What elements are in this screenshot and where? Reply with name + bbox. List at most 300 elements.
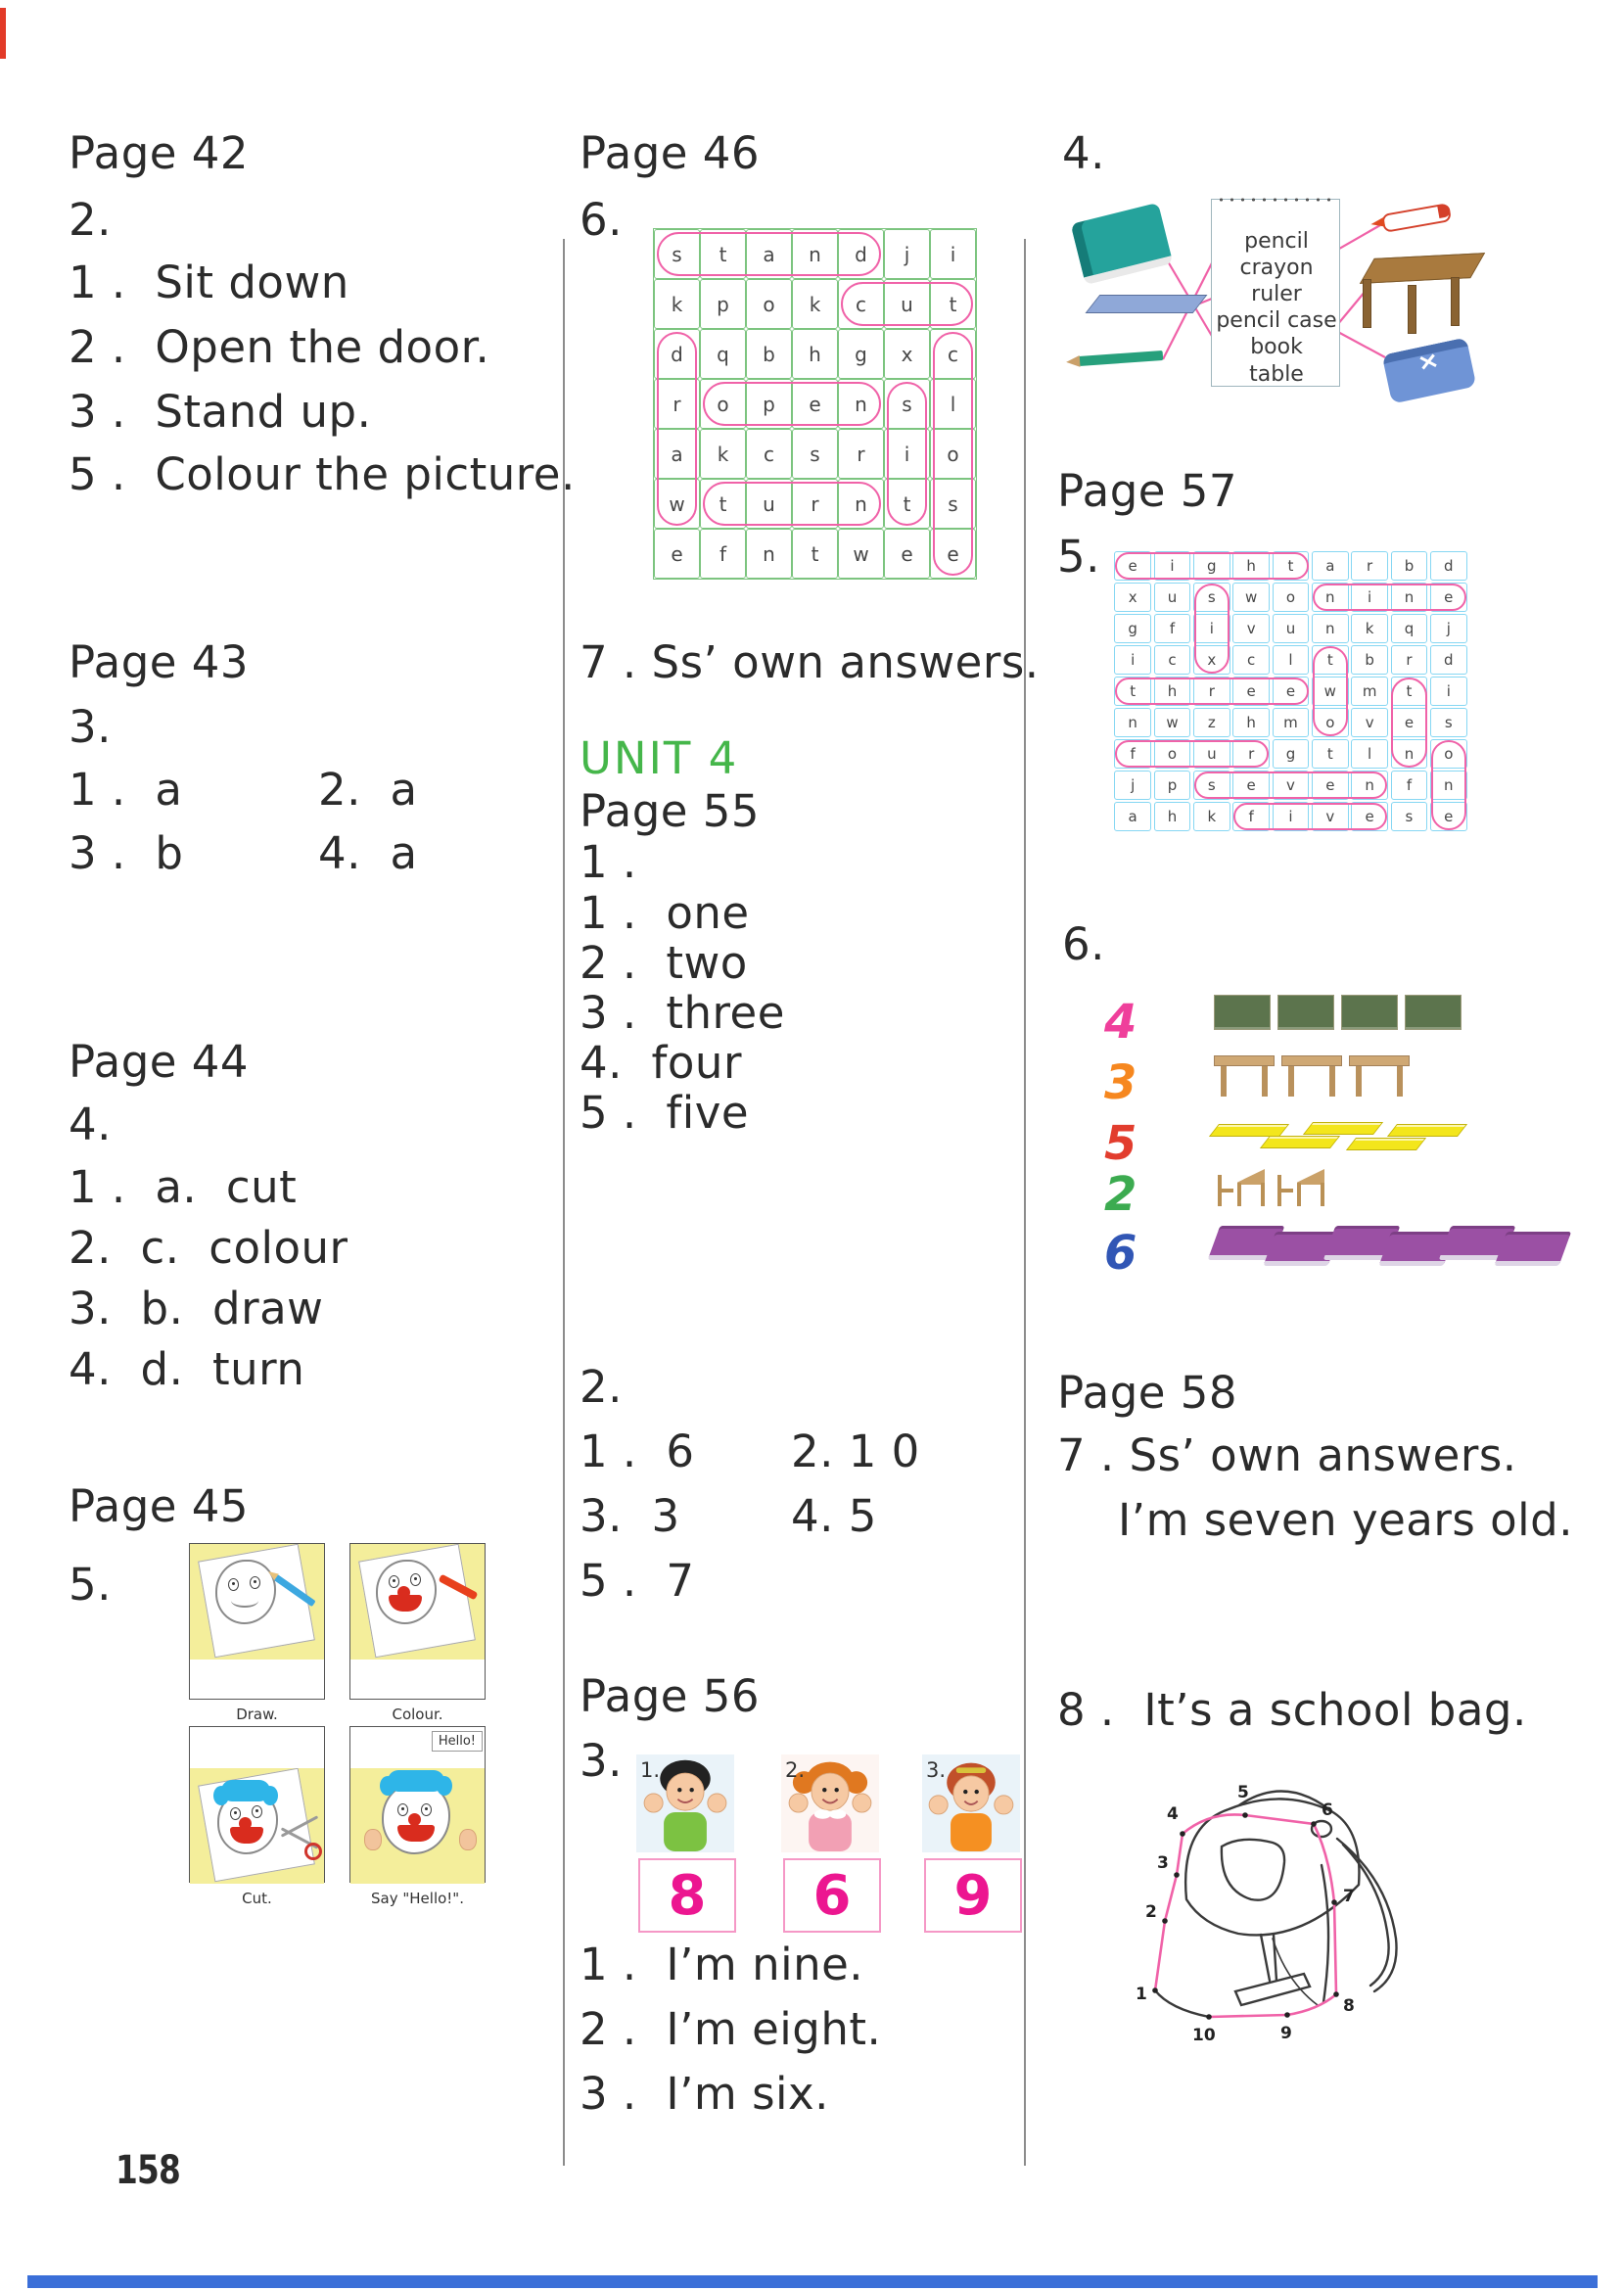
wordsearch-letter: t <box>1114 677 1151 706</box>
wordsearch-letter: o <box>1273 583 1310 612</box>
wordsearch-letter: a <box>654 429 700 479</box>
connect-dot <box>1242 1812 1248 1818</box>
hand-icon <box>364 1829 382 1850</box>
dot-label-1: 1 <box>1136 1985 1147 2004</box>
answer-box <box>924 1858 1022 1933</box>
wordsearch-letter: k <box>1193 802 1230 831</box>
wordsearch-letter: e <box>1273 677 1310 706</box>
wordsearch-letter: w <box>1232 583 1270 612</box>
wordsearch-page-46 <box>653 228 977 580</box>
wordsearch-letter: n <box>1430 771 1467 800</box>
wordsearch-letter: u <box>884 279 930 329</box>
clown-hair <box>388 1770 444 1792</box>
answer-line: 3 . b <box>69 827 184 879</box>
wordsearch-letter: l <box>1273 645 1310 675</box>
wordsearch-letter: e <box>1232 771 1270 800</box>
wordsearch-letter: s <box>1430 708 1467 737</box>
answer-line: 4. a <box>318 827 418 879</box>
clown-mouth <box>397 1825 435 1842</box>
wordsearch-letter: s <box>792 429 838 479</box>
chalkboard-icon <box>1214 995 1271 1030</box>
answer-line: 5 . 7 <box>580 1555 695 1607</box>
wordsearch-letter: t <box>700 479 746 529</box>
wordsearch-letter: t <box>1273 551 1310 581</box>
wordsearch-letter: t <box>792 529 838 579</box>
found-word-sit <box>887 382 927 526</box>
wordsearch-letter: e <box>1114 551 1151 581</box>
answer-line: 3 . Stand up. <box>69 386 372 438</box>
wordsearch-letter: b <box>1351 645 1388 675</box>
answer-line: 7 . Ss’ own answers. <box>1057 1429 1517 1481</box>
wordsearch-letter: e <box>654 529 700 579</box>
found-word-nine <box>1313 584 1466 611</box>
wordsearch-letter: k <box>700 429 746 479</box>
wordsearch-letter: k <box>654 279 700 329</box>
wordsearch-letter: d <box>1430 551 1467 581</box>
answer-line: 3 . I’m six. <box>580 2068 829 2120</box>
found-word-three <box>1115 678 1309 705</box>
wordsearch-letter: n <box>1312 614 1349 643</box>
clown-mouth <box>230 1827 263 1844</box>
answer-line: 3. b. draw <box>69 1283 324 1334</box>
wordsearch-letter: i <box>1114 645 1151 675</box>
craft-panels <box>189 1543 488 1930</box>
panel-say-hello <box>349 1726 486 1883</box>
found-word-turn <box>703 482 881 526</box>
panel-colour-picture <box>350 1544 485 1660</box>
page-55-heading: Page 55 <box>580 785 761 837</box>
wordsearch-letter: e <box>930 529 976 579</box>
wordsearch-letter: n <box>1312 583 1349 612</box>
wordsearch-letter: a <box>1114 802 1151 831</box>
wordsearch-letter: d <box>654 329 700 379</box>
wordsearch-letter: m <box>1351 677 1388 706</box>
wordsearch-letter: b <box>746 329 792 379</box>
count-objects-book <box>1214 1226 1567 1260</box>
wordsearch-letter: f <box>1154 614 1191 643</box>
ruler-icon <box>1086 295 1208 313</box>
page-46-item: 6. <box>580 194 623 246</box>
wordsearch-letter: m <box>1273 708 1310 737</box>
wordsearch-letter: t <box>700 229 746 279</box>
answer-line: 4. 5 <box>791 1490 877 1542</box>
clown-mask <box>382 1782 450 1854</box>
answer-line: 1 . one <box>580 887 750 939</box>
count-number-4: 4 <box>1104 995 1137 1050</box>
dot-label-7: 7 <box>1343 1887 1355 1906</box>
wordsearch-letter: n <box>792 229 838 279</box>
kid-label: 3. <box>926 1758 947 1782</box>
chalkboard-icon <box>1405 995 1462 1030</box>
answer-line: 1 . I’m nine. <box>580 1939 864 1990</box>
dot-label-6: 6 <box>1322 1800 1333 1820</box>
count-number-2: 2 <box>1104 1167 1137 1222</box>
answer-line: 1 . a <box>69 764 183 816</box>
wordsearch-letter: e <box>1430 802 1467 831</box>
connect-dot <box>1174 1872 1180 1878</box>
wordsearch-letter: r <box>1391 645 1428 675</box>
page-45-item: 5. <box>69 1559 112 1611</box>
wordsearch-letter: r <box>1351 551 1388 581</box>
wordsearch-page-57 <box>1113 550 1468 832</box>
dot-label-2: 2 <box>1145 1902 1157 1922</box>
wordsearch-letter: c <box>930 329 976 379</box>
wordsearch-letter: k <box>1351 614 1388 643</box>
table-icon <box>1281 1055 1342 1099</box>
clown-mouth <box>389 1595 422 1612</box>
answer-line: 2. a <box>318 764 418 816</box>
found-word-six <box>1194 584 1230 674</box>
connect-dot <box>1180 1831 1185 1837</box>
found-word-close <box>933 332 973 576</box>
kid-label: 2. <box>785 1758 806 1782</box>
wordsearch-letter: e <box>1232 677 1270 706</box>
scissors-handle <box>304 1843 322 1860</box>
connect-dot <box>1333 1991 1339 1997</box>
wordsearch-letter: i <box>1193 614 1230 643</box>
connect-dot <box>1284 2012 1290 2018</box>
count-objects-ruler <box>1214 1116 1468 1153</box>
found-word-one <box>1431 740 1466 830</box>
wordsearch-letter: r <box>654 379 700 429</box>
dot-label-3: 3 <box>1157 1853 1169 1873</box>
page-44-heading: Page 44 <box>69 1036 250 1088</box>
wordsearch-letter: w <box>654 479 700 529</box>
wordsearch-letter: e <box>792 379 838 429</box>
wordsearch-letter: q <box>1391 614 1428 643</box>
wordsearch-letter: o <box>930 429 976 479</box>
page-57-heading: Page 57 <box>1057 465 1238 517</box>
notepad-word: pencil <box>1244 229 1309 254</box>
wordsearch-letter: s <box>654 229 700 279</box>
wordsearch-letter: j <box>1430 614 1467 643</box>
panel-cut-picture <box>190 1768 324 1884</box>
chalkboard-icon <box>1341 995 1398 1030</box>
panel-colour <box>349 1543 486 1700</box>
wordsearch-letter: i <box>1351 583 1388 612</box>
panel-cut <box>189 1726 325 1883</box>
page-42-heading: Page 42 <box>69 127 250 179</box>
connect-dot <box>1162 1918 1168 1924</box>
chalkboard-icon <box>1277 995 1334 1030</box>
found-word-stand <box>657 232 881 276</box>
wordsearch-letter: k <box>792 279 838 329</box>
wordsearch-letter: s <box>884 379 930 429</box>
page-55-item-2: 2. <box>580 1361 623 1413</box>
found-word-five <box>1233 803 1387 830</box>
found-word-eight <box>1115 552 1309 580</box>
item-6-label: 6. <box>1062 918 1105 970</box>
table-icon <box>1349 1055 1410 1099</box>
wordsearch-letter: o <box>700 379 746 429</box>
wordsearch-letter: i <box>884 429 930 479</box>
dot-label-9: 9 <box>1280 2024 1292 2043</box>
wordsearch-letter: l <box>1351 739 1388 769</box>
wordsearch-letter: v <box>1312 802 1349 831</box>
clown-mouth-outline <box>231 1594 258 1608</box>
wordsearch-letter: d <box>838 229 884 279</box>
wordsearch-letter: t <box>1312 645 1349 675</box>
count-number-5: 5 <box>1104 1116 1137 1171</box>
page-43-heading: Page 43 <box>69 636 250 688</box>
school-bag-connect-dots <box>1126 1753 1449 2056</box>
wordsearch-letter: i <box>1273 802 1310 831</box>
dot-label-10: 10 <box>1192 2026 1216 2045</box>
wordsearch-letter: n <box>1351 771 1388 800</box>
wordsearch-letter: v <box>1351 708 1388 737</box>
ruler-icon <box>1260 1136 1340 1148</box>
wordsearch-letter: n <box>1391 739 1428 769</box>
wordsearch-letter: n <box>838 479 884 529</box>
wordsearch-letter: g <box>1114 614 1151 643</box>
wordsearch-letter: x <box>1114 583 1151 612</box>
answer-line: 2. 1 0 <box>791 1426 920 1477</box>
wordsearch-letter: b <box>1391 551 1428 581</box>
found-word-cut <box>841 282 973 326</box>
clown-eye <box>421 1803 432 1816</box>
wordsearch-letter: g <box>1273 739 1310 769</box>
answer-line: 2. c. colour <box>69 1222 348 1274</box>
dot-label-8: 8 <box>1343 1996 1355 2016</box>
connect-dot <box>1311 1821 1317 1827</box>
answer-line: 3. 3 <box>580 1490 680 1542</box>
matching-exercise <box>1067 181 1488 406</box>
wordsearch-letter: r <box>792 479 838 529</box>
page-56-heading: Page 56 <box>580 1670 761 1722</box>
column-divider-2 <box>1024 239 1026 2166</box>
notepad-word: book <box>1250 335 1303 359</box>
count-objects-table <box>1214 1055 1410 1099</box>
answer-number: 6 <box>812 1863 852 1928</box>
wordsearch-letter: u <box>1193 739 1230 769</box>
page-46-heading: Page 46 <box>580 127 761 179</box>
clown-eye <box>397 1803 408 1816</box>
wordsearch-letter: n <box>1391 583 1428 612</box>
answer-line: 8 . It’s a school bag. <box>1057 1684 1527 1736</box>
wordsearch-letter: o <box>1312 708 1349 737</box>
dot-label-5: 5 <box>1237 1783 1249 1802</box>
wordsearch-letter: h <box>1232 551 1270 581</box>
answer-line: 5 . five <box>580 1087 750 1139</box>
found-word-ten <box>1391 678 1426 768</box>
wordsearch-letter: f <box>700 529 746 579</box>
column-divider-1 <box>563 239 565 2166</box>
wordsearch-letter: p <box>746 379 792 429</box>
connect-dot <box>1152 1987 1158 1993</box>
ruler-icon <box>1387 1124 1467 1137</box>
wordsearch-letter: u <box>1273 614 1310 643</box>
wordsearch-letter: t <box>1391 677 1428 706</box>
wordsearch-letter: u <box>1154 583 1191 612</box>
wordsearch-letter: j <box>1114 771 1151 800</box>
wordsearch-letter: s <box>1391 802 1428 831</box>
unit-4-heading: UNIT 4 <box>580 732 739 784</box>
wordsearch-letter: r <box>1193 677 1230 706</box>
wordsearch-letter: a <box>1312 551 1349 581</box>
panel-caption: Colour. <box>392 1706 443 1723</box>
clown-eye <box>250 1576 260 1589</box>
wordsearch-letter: e <box>1391 708 1428 737</box>
wordsearch-letter: j <box>884 229 930 279</box>
page-43-item: 3. <box>69 701 112 753</box>
notepad-spiral <box>1216 194 1337 206</box>
page-55-item-1: 1 . <box>580 836 637 888</box>
scan-edge-blue-bar <box>27 2275 1598 2288</box>
wordsearch-letter: c <box>838 279 884 329</box>
answer-line: 1 . Sit down <box>69 257 349 308</box>
panel-caption: Draw. <box>236 1706 278 1723</box>
answer-line: 2 . two <box>580 937 748 989</box>
clown-eye <box>410 1573 421 1586</box>
desk-icon <box>1274 1167 1326 1208</box>
wordsearch-letter: x <box>884 329 930 379</box>
notepad-word: pencil case <box>1216 308 1337 333</box>
page-58-heading: Page 58 <box>1057 1367 1238 1419</box>
item-4-label: 4. <box>1062 127 1105 179</box>
page-42-item: 2. <box>69 194 112 246</box>
wordsearch-letter: f <box>1232 802 1270 831</box>
wordsearch-letter: v <box>1273 771 1310 800</box>
desk-icon <box>1214 1167 1267 1208</box>
connect-dot <box>1206 2014 1212 2020</box>
found-word-four <box>1115 740 1269 768</box>
answer-box <box>638 1858 736 1933</box>
wordsearch-letter: f <box>1391 771 1428 800</box>
page-number: 158 <box>116 2148 181 2193</box>
page-44-item: 4. <box>69 1099 112 1150</box>
wordsearch-letter: p <box>700 279 746 329</box>
wordsearch-letter: a <box>746 229 792 279</box>
wordsearch-letter: v <box>1232 614 1270 643</box>
wordsearch-letter: c <box>746 429 792 479</box>
speech-bubble: Hello! <box>432 1731 483 1752</box>
wordsearch-letter: w <box>838 529 884 579</box>
wordsearch-letter: t <box>884 479 930 529</box>
wordsearch-letter: n <box>838 379 884 429</box>
wordsearch-letter: c <box>1232 645 1270 675</box>
panel-caption: Cut. <box>242 1890 272 1907</box>
wordsearch-letter: c <box>1154 645 1191 675</box>
found-word-two <box>1313 646 1348 736</box>
kid-label: 1. <box>640 1758 661 1782</box>
page-45-heading: Page 45 <box>69 1480 250 1532</box>
wordsearch-letter: n <box>746 529 792 579</box>
panel-caption: Say "Hello!". <box>371 1890 464 1907</box>
notepad-word: table <box>1249 362 1304 387</box>
wordsearch-letter: o <box>746 279 792 329</box>
count-number-6: 6 <box>1104 1226 1137 1281</box>
dot-label-4: 4 <box>1167 1804 1179 1824</box>
answer-line: 5 . Colour the picture. <box>69 448 576 500</box>
wordsearch-letter: e <box>1351 802 1388 831</box>
wordsearch-letter: e <box>1430 583 1467 612</box>
wordsearch-letter: g <box>1193 551 1230 581</box>
wordsearch-letter: h <box>1154 677 1191 706</box>
clown-eye <box>228 1578 239 1591</box>
wordsearch-letter: e <box>1312 771 1349 800</box>
wordsearch-letter: r <box>1232 739 1270 769</box>
wordsearch-letter: d <box>1430 645 1467 675</box>
wordsearch-letter: q <box>700 329 746 379</box>
answer-line: 3 . three <box>580 987 785 1039</box>
wordsearch-letter: n <box>1114 708 1151 737</box>
wordsearch-letter: h <box>792 329 838 379</box>
wordsearch-letter: o <box>1154 739 1191 769</box>
wordsearch-letter: s <box>1193 583 1230 612</box>
wordsearch-letter: w <box>1312 677 1349 706</box>
wordsearch-letter: u <box>746 479 792 529</box>
wordsearch-letter: z <box>1193 708 1230 737</box>
answer-box <box>783 1858 881 1933</box>
notepad <box>1211 199 1340 387</box>
page-56-item: 3. <box>580 1735 623 1787</box>
answer-line: 7 . Ss’ own answers. <box>580 636 1040 688</box>
panel-say-hello-picture <box>350 1768 485 1884</box>
found-word-draw <box>657 332 697 526</box>
panel-draw-picture <box>190 1544 324 1660</box>
clown-eye <box>389 1575 399 1588</box>
wordsearch-letter: f <box>1114 739 1151 769</box>
count-number-3: 3 <box>1104 1055 1137 1110</box>
clown-hair <box>221 1780 270 1801</box>
wordsearch-letter: h <box>1232 708 1270 737</box>
wordsearch-letter: o <box>1430 739 1467 769</box>
wordsearch-letter: t <box>930 279 976 329</box>
book-icon <box>1494 1232 1571 1266</box>
notepad-word: crayon <box>1239 256 1314 280</box>
table-icon <box>1214 1055 1275 1099</box>
wordsearch-letter: t <box>1312 739 1349 769</box>
wordsearch-letter: e <box>884 529 930 579</box>
hand-icon <box>459 1829 477 1850</box>
found-word-seven <box>1194 771 1388 799</box>
answer-number: 8 <box>668 1863 707 1928</box>
wordsearch-letter: l <box>930 379 976 429</box>
answer-line: 1 . 6 <box>580 1426 695 1477</box>
clown-eye <box>230 1807 241 1820</box>
found-word-open <box>703 382 881 426</box>
answer-line: 4. four <box>580 1037 742 1089</box>
answer-line: I’m seven years old. <box>1118 1494 1574 1546</box>
scan-edge-red-mark <box>0 8 6 59</box>
answer-number: 9 <box>953 1863 993 1928</box>
answer-line: 2 . I’m eight. <box>580 2003 882 2055</box>
wordsearch-letter: g <box>838 329 884 379</box>
page-57-item: 5. <box>1057 531 1100 583</box>
clown-eye <box>252 1805 262 1818</box>
wordsearch-letter: i <box>1154 551 1191 581</box>
answer-line: 2 . Open the door. <box>69 321 490 373</box>
panel-draw <box>189 1543 325 1700</box>
wordsearch-letter: x <box>1193 645 1230 675</box>
count-objects-chalkboard <box>1214 995 1462 1030</box>
wordsearch-letter: h <box>1154 802 1191 831</box>
ruler-icon <box>1303 1122 1383 1135</box>
wordsearch-letter: w <box>1154 708 1191 737</box>
notepad-word: ruler <box>1251 282 1302 306</box>
connect-dot <box>1331 1899 1337 1905</box>
wordsearch-letter: i <box>930 229 976 279</box>
wordsearch-letter: s <box>930 479 976 529</box>
count-objects-desk <box>1214 1167 1326 1208</box>
answer-line: 1 . a. cut <box>69 1161 298 1213</box>
ruler-icon <box>1346 1138 1426 1150</box>
wordsearch-letter: s <box>1193 771 1230 800</box>
wordsearch-letter: r <box>838 429 884 479</box>
answer-line: 4. d. turn <box>69 1343 305 1395</box>
wordsearch-letter: i <box>1430 677 1467 706</box>
wordsearch-letter: p <box>1154 771 1191 800</box>
